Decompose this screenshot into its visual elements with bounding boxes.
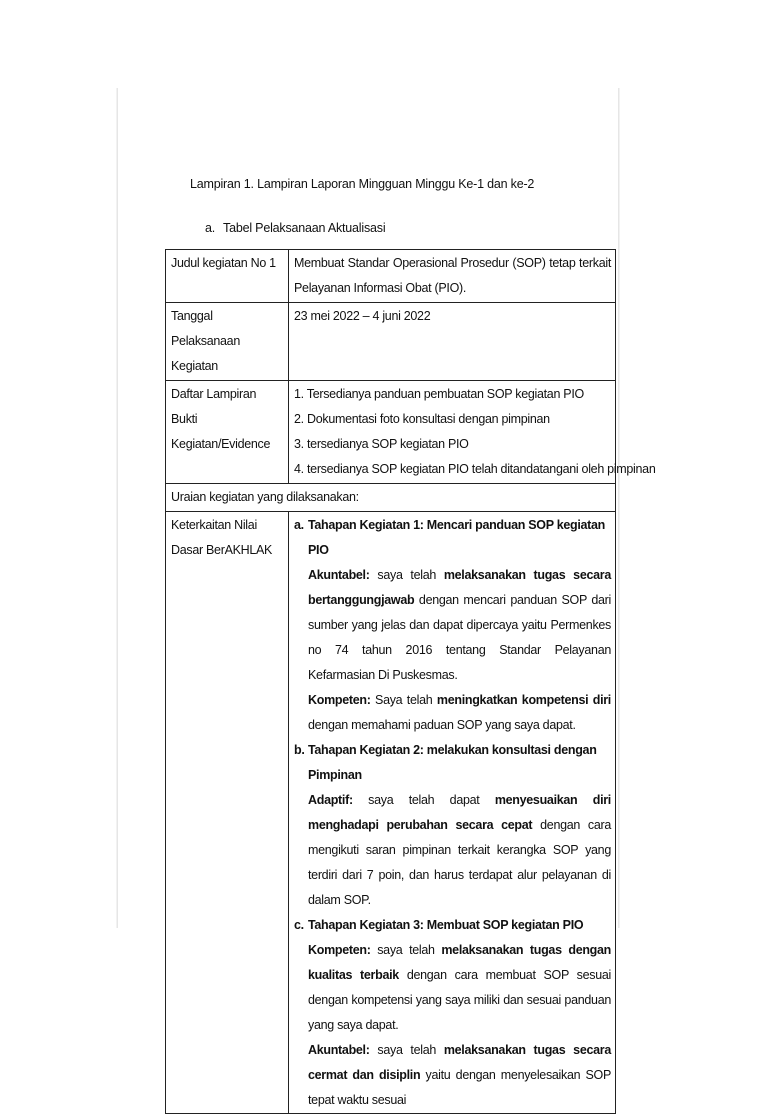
value-key: Akuntabel: <box>308 1043 370 1057</box>
stage-2 <box>294 738 611 913</box>
value-text: saya telah <box>377 943 435 957</box>
value-text: yaitu dengan menyelesaikan SOP tepat waktu sesuai <box>308 1068 611 1107</box>
list-item: 4. tersedianya SOP kegiatan PIO telah ditandatangani oleh pimpinan <box>294 462 656 476</box>
value-text: dengan cara mengikuti saran pimpinan terkait kerangka SOP yang terdiri dari 7 poin, dan harus terdapat alur pelayanan di dalam SOP. <box>308 818 611 907</box>
activity-description-heading: Uraian kegiatan yang dilaksanakan: <box>166 484 616 512</box>
value-text: Saya telah <box>375 693 433 707</box>
table-row <box>166 484 616 512</box>
table-row <box>166 512 616 1114</box>
value-emphasis: meningkatkan kompetensi diri <box>436 693 611 707</box>
stage-1 <box>294 513 611 738</box>
stage-title: Tahapan Kegiatan 3: Membuat SOP kegiatan PIO <box>308 918 584 932</box>
evidence-label: Daftar Lampiran Bukti Kegiatan/Evidence <box>166 381 289 484</box>
value-text: saya telah <box>377 1043 437 1057</box>
value-key: Adaptif: <box>308 793 353 807</box>
value-paragraph <box>294 563 611 688</box>
value-key: Akuntabel: <box>308 568 370 582</box>
attachment-caption: Lampiran 1. Lampiran Laporan Mingguan Minggu Ke-1 dan ke-2 <box>190 177 535 191</box>
table-row <box>166 381 616 484</box>
value-paragraph <box>294 688 611 738</box>
table-row <box>166 303 616 381</box>
value-paragraph <box>294 788 611 913</box>
list-item: 2. Dokumentasi foto konsultasi dengan pimpinan <box>294 412 550 426</box>
activity-table <box>165 249 656 1114</box>
value-text: saya telah dapat <box>368 793 480 807</box>
value-text: saya telah <box>377 568 437 582</box>
value-text: dengan cara membuat SOP sesuai dengan kompetensi yang saya miliki dan sesuai panduan yang saya dapat. <box>308 968 611 1032</box>
value-emphasis: melaksanakan tugas secara cermat dan disiplin <box>308 1043 611 1082</box>
stage-3 <box>294 913 611 1113</box>
date-label: Tanggal Pelaksanaan Kegiatan <box>166 303 289 381</box>
value-text: dengan mencari panduan SOP dari sumber yang jelas dan dapat dipercaya yaitu Permenkes no 74 tahun 2016 tentang Standar Pelayanan Kefarmasian Di Puskesmas. <box>308 593 611 682</box>
subcaption-marker: a. <box>205 221 216 235</box>
evidence-list <box>294 382 656 482</box>
value-key: Kompeten: <box>308 943 371 957</box>
value-emphasis: melaksanakan tugas dengan kualitas terbaik <box>308 943 612 982</box>
value-paragraph <box>294 938 611 1038</box>
date-value: 23 mei 2022 – 4 juni 2022 <box>289 303 616 381</box>
value-paragraph <box>294 1038 611 1113</box>
stage-title: Tahapan Kegiatan 1: Mencari panduan SOP kegiatan PIO <box>308 518 606 557</box>
list-item: 3. tersedianya SOP kegiatan PIO <box>294 437 469 451</box>
value-key: Kompeten: <box>308 693 371 707</box>
core-values-label: Keterkaitan Nilai Dasar BerAKHLAK <box>166 512 289 1114</box>
stage-letter: a. <box>294 518 304 532</box>
value-text: dengan memahami paduan SOP yang saya dapat. <box>308 718 576 732</box>
activity-title-value: Membuat Standar Operasional Prosedur (SOP) tetap terkait Pelayanan Informasi Obat (PIO). <box>289 250 616 303</box>
value-emphasis: menyesuaikan diri menghadapi perubahan secara cepat <box>308 793 611 832</box>
subcaption-text: Tabel Pelaksanaan Aktualisasi <box>223 221 386 235</box>
table-row <box>166 250 616 303</box>
list-item: 1. Tersedianya panduan pembuatan SOP kegiatan PIO <box>294 387 584 401</box>
evidence-cell <box>289 381 656 484</box>
activity-title-label: Judul kegiatan No 1 <box>166 250 289 303</box>
stage-letter: b. <box>294 743 305 757</box>
core-values-cell <box>289 512 616 1114</box>
value-emphasis: melaksanakan tugas secara bertanggungjawab <box>308 568 611 607</box>
stage-title: Tahapan Kegiatan 2: melakukan konsultasi dengan Pimpinan <box>308 743 597 782</box>
stage-letter: c. <box>294 918 304 932</box>
